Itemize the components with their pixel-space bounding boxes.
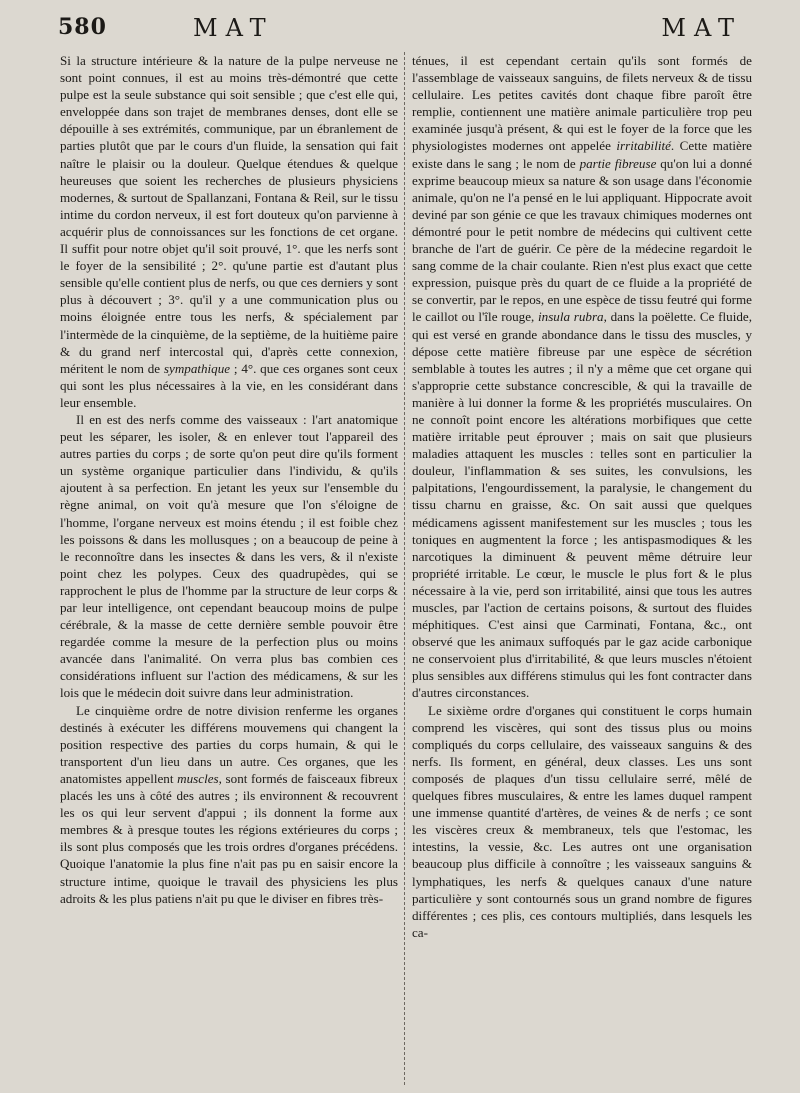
italic-term: sympathique xyxy=(163,360,231,376)
running-head-right: MAT xyxy=(661,14,742,42)
page-header xyxy=(58,8,752,46)
paragraph: Le sixième ordre d'organes qui constituent le corps humain comprend les viscères, qui sont des tissus plus ou moins compliqués du corps cellulaire, des vaisseaux sanguins & des nerfs. Ils forment, en général, deux classes. Les uns sont composés de plaques d'un tissu cellulaire serré, mêlé de quelques fibres musculaires, & entre les lames duquel rampent une immense quantité d'artères, de veines & de nerfs ; ce sont les viscères creux & membraneux, tels que l'estomac, les intestins, la vessie, &c. Les autres ont une organisation beaucoup plus difficile à connoître ; les vaisseaux sanguins & lymphatiques, les nerfs & quelques canaux d'une nature particulière y sont contournés sous un grand nombre de figures différentes ; ces plis, ces contours multipliés, dans lesquels les ca- xyxy=(412,702,752,940)
paragraph: Si la structure intérieure & la nature de la pulpe nerveuse ne sont point connues, il est au moins très-démontré que cette pulpe est la seule substance qui soit sensible ; que c'est elle qui, enveloppée dans son trajet de membranes denses, dont elle se dépouille à ses extrémités, communique, par un ébranlement de parties plutôt que par le cours d'un fluide, la sensation qui fait naître le plaisir ou la douleur. Quelque étendues & quelque heureuses que soient les recherches de plusieurs physiciens modernes, & surtout de Spallanzani, Fontana & Reil, sur le tissu intime du cordon nerveux, il est fort douteux qu'on parvienne à acquérir plus de connoissances sur les fonctions de cet organe. Il suffit pour notre objet qu'il soit prouvé, 1°. que les nerfs sont le foyer de la sensibilité ; 2°. qu'une partie est d'autant plus sensible qu'elle contient plus de nerfs, ou que ces derniers y sont plus à découvert ; 3°. qu'il y a une communication plus ou moins éloignée entre tous les nerfs, & spécialement par l'intermède de la cinquième, de la septième, de la huitième paire & du grand nerf intercostal qui, d'après cette connexion, méritent le nom de sympathique ; 4°. que ces organes sont ceux qui sont les plus nécessaires à la vie, en les considérant dans leur ensemble. xyxy=(60,53,398,410)
right-column xyxy=(412,52,752,941)
left-column xyxy=(60,52,398,907)
italic-term: irritabilité xyxy=(616,138,671,154)
paragraph: Le cinquième ordre de notre division renferme les organes destinés à exécuter les différens mouvemens qui changent la position respective des parties du corps humain, & qui le transportent d'un lieu dans un autre. Ces organes, que les anatomistes appellent muscles, sont formés de faisceaux fibreux placés les uns à côté des autres ; ils environnent & recouvrent les os qui leur servent d'appui ; ils donnent la forme aux membres & à presque toutes les régions extérieures du corps ; ils sont plus composés que les trois ordres d'organes précédens. Quoique l'anatomie la plus fine n'ait pas pu en saisir encore la structure intime, quoique le travail des physiciens les plus adroits & les plus patiens n'ait pu que le diviser en fibres très- xyxy=(60,702,398,906)
page-number: 580 xyxy=(58,14,107,40)
paragraph: ténues, il est cependant certain qu'ils sont formés de l'assemblage de vaisseaux sanguins, de filets nerveux & de tissu cellulaire. Les petites cavités dont chaque fibre paroît être remplie, contiennent une matière animale particulière trop peu examinée jusqu'à présent, & qui est le foyer de la force que les physiologistes modernes ont appelée irritabilité. Cette matière existe dans le sang ; le nom de partie fibreuse qu'on lui a donné exprime beaucoup mieux sa nature & son usage dans l'économie animale, qu'on ne l'a pensé en le lui appliquant. Hippocrate avoit deviné par son génie ce que les travaux chimiques modernes ont démontré pour le petit nombre de médecins qui cultivent cette branche de l'art de guérir. Ce père de la médecine regardoit le sang comme de la chair coulante. Rien n'est plus exact que cette expression, puisque près du quart de ce fluide a la propriété de se convertir, par le repos, en une espèce de tissu feutré qui forme le caillot ou l'île rouge, insula rubra, dans la poëlette. Ce fluide, qui est versé en grande abondance dans le tissu des muscles, y dépose cette matière fibreuse par une espèce de sécrétion semblable à toutes les autres ; il n'y a même que cet organe qui s'approprie cette substance concrescible, & qui la travaille de manière à lui donner la forme & les propriétés musculaires. On ne connoît point encore les altérations morbifiques que cette matière irritable peut éprouver ; mais on sait que plusieurs maladies attaquent les muscles : telles sont en particulier la douleur, l'inflammation & ses suites, les convulsions, les palpitations, l'engourdissement, la paralysie, le changement du tissu charnu en graisse, &c. On sait aussi que quelques médicamens agissent manifestement sur les muscles ; tous les toniques en augmentent la force ; les antispasmodiques & les narcotiques la diminuent & peuvent même détruire leur propriété irritable. Le cœur, le muscle le plus fort & le plus nécessaire à la vie, perd son irritabilité, ainsi que tous les autres muscles, par l'action de certains poisons, & surtout des fluides méphitiques. C'est ainsi que Carminati, Fontana, &c., ont observé que les animaux suffoqués par le gaz acide carbonique ne conservoient plus d'irritabilité, & que leurs muscles n'étoient plus sensibles aux différens stimulus qui les font contracter dans d'autres circonstances. xyxy=(412,53,753,701)
running-head-left: MAT xyxy=(193,14,274,42)
column-divider xyxy=(404,52,405,1085)
paragraph: Il en est des nerfs comme des vaisseaux : l'art anatomique peut les séparer, les isoler, & en enlever tout l'appareil des autres parties du corps ; de sorte qu'on peut dire qu'ils forment un système organique particulier dans l'individu, & qu'ils ajoutent à sa perfection. En jetant les yeux sur l'ensemble du règne animal, on voit qu'à mesure que l'on s'éloigne de l'homme, l'organe nerveux est moins étendu ; il est foible chez les poissons & dans les mollusques ; on a beaucoup de peine à le reconnoître dans les insectes & dans les vers, & il n'existe point chez les polypes. Ceux des quadrupèdes, qui se rapprochent le plus de l'homme par la structure de leur corps & par leur intelligence, ont cependant beaucoup moins de pulpe cérébrale, & la masse de cette dernière semble pouvoir être regardée comme la mesure de la perfection plus ou moins avancée dans l'animalité. On verra plus bas combien ces considérations influent sur l'action des médicamens, & sur les lois que le médecin doit suivre dans leur administration. xyxy=(60,411,398,701)
italic-term: muscles xyxy=(177,770,219,786)
italic-term: partie fibreuse xyxy=(579,155,657,171)
italic-term: insula rubra xyxy=(538,309,604,325)
